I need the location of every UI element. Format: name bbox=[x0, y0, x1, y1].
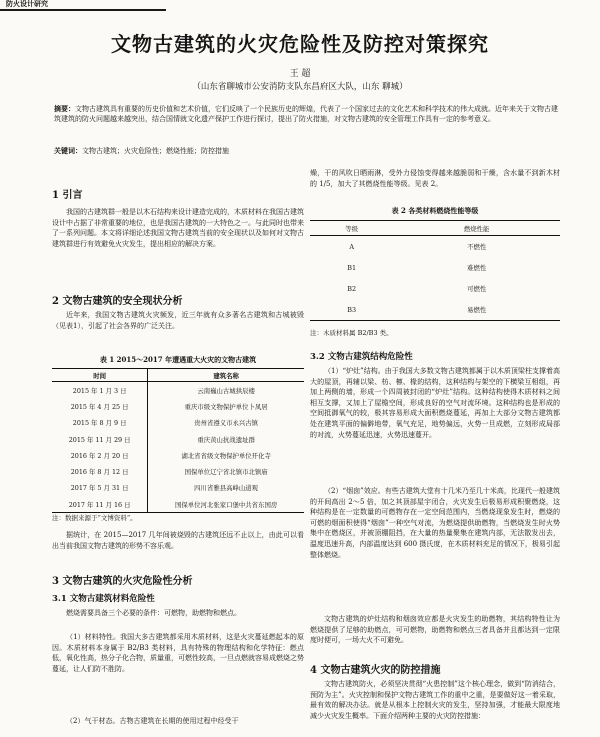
table2-cell-perf: 难燃性 bbox=[467, 264, 487, 272]
section-2-heading: 2 文物古建筑的安全现状分析 bbox=[52, 296, 183, 307]
keywords-text: 文物古建筑；火灾危险性；燃烧性能；防控措施 bbox=[82, 147, 229, 155]
table1-cell-name: 国保单位河北张家口堡中共省东国房 bbox=[148, 496, 304, 513]
section-4-para: 文物古建筑防火，必须坚决贯彻“火患控制”这个核心理念，做到“防消结合，预防为主”。火灾控制和保护文物古建筑工作的重中之重，是要做好这一着采取，最有效的解决办法。就是从根本上控制火灾的发生，坚持加强，才能最大限度地减少火灾发生概率。下面介绍两种主要的火灾防控措施： bbox=[310, 680, 560, 720]
section-1-heading: 1 引言 bbox=[52, 190, 83, 201]
table-row bbox=[310, 278, 560, 299]
author: 王 超 bbox=[289, 69, 311, 79]
table-row bbox=[52, 431, 304, 447]
section-1-para: 我国的古建筑群一般是以木石结构来设计建造完成的，木质材料在我国古建筑设计中占据了非常重要的地位，也是我国古建筑的一大特色之一。与此同时也带来了一系列问题。本文将详细论述我国文物古建筑当前的安全现状以及如何对文物古建筑群进行有效避免火灾发生，提出相应的解决方案。 bbox=[52, 208, 304, 248]
section-3-2-heading: 3.2 文物古建筑结构危险性 bbox=[310, 352, 413, 362]
table1-cell-time: 2017 年 11 月 16 日 bbox=[52, 496, 148, 513]
table2-cell-grade: B1 bbox=[347, 263, 357, 272]
table-row bbox=[52, 447, 304, 463]
section-3-1-p2: （2）气干材态。古物古建筑在长期的使用过程中经受干 bbox=[66, 717, 239, 725]
table1-cell-time: 2015 年 8 月 9 日 bbox=[52, 415, 148, 431]
table1-cell-time: 2015 年 1 月 3 日 bbox=[52, 382, 148, 399]
table1-cell-name: 重庆黄山抗战遗址群 bbox=[197, 435, 255, 444]
table1-cell-name: 贵州省遵义市永兴古镇 bbox=[194, 419, 259, 428]
section-3-heading: 3 文物古建筑的火灾危险性分析 bbox=[52, 576, 193, 587]
table1-col-time: 时间 bbox=[52, 369, 148, 382]
table-row bbox=[310, 299, 560, 321]
table2 bbox=[310, 220, 560, 321]
table1-cell-time: 2016 年 2 月 20 日 bbox=[52, 447, 148, 463]
table-row bbox=[52, 496, 304, 513]
section-2-summary: 据统计，在 2015—2017 几年间被烧毁的古建筑还远不止以上，由此可以看出当前我国文物古建筑的形势不容乐观。 bbox=[52, 531, 304, 550]
table1-cell-name: 云南巍山古城拱辰楼 bbox=[197, 386, 255, 395]
table-row bbox=[52, 463, 304, 479]
section-3-2-p1: （1）“炉灶”结构。由于我国大多数文物古建筑都属于以木质顶梁柱支撑着高大的屋顶，再辅以梁、枋、檩、椽的结构，这种结构与架空的下横梁互相组，再加上两侧的墙，形成一个四周被封闭的“炉灶”结构。这种结构使得木质材料之间相互支撑，又加上了屋檐空间，形成良好的空气对流环境。这种结构也是形成的空间抵御氧气的较，极其容易形成大面积燃烧蔓延，再加上大部分文物古建筑都处在建筑平面的偏僻地带，氧气充足，地势偏远，火势一旦成燃，立刻形成局部的对流，火势蔓延迅速，火势迅速蔓开。 bbox=[310, 367, 560, 439]
table-row bbox=[52, 480, 304, 496]
section-3-1-intro: 燃烧需要具备三个必要的条件：可燃物，助燃物和燃点。 bbox=[66, 609, 241, 617]
keywords-label: 关键词： bbox=[54, 146, 82, 155]
section-4-heading: 4 文物古建筑火灾的防控措施 bbox=[310, 665, 441, 676]
right-top-para: 燥，干的风吹日晒雨淋，受外力侵蚀变得越来越脆弱和干燥，含水量不到新木材的 1/5，加大了其燃烧性能等级。见表 2。 bbox=[310, 169, 560, 188]
table-row bbox=[310, 257, 560, 278]
table2-note: 注：木质材料属 B2/B3 类。 bbox=[310, 329, 393, 337]
table1-cell-time: 2016 年 8 月 12 日 bbox=[52, 463, 148, 479]
table-row bbox=[52, 415, 304, 431]
table2-cell-perf: 可燃性 bbox=[467, 285, 487, 293]
table2-cell-grade: B3 bbox=[310, 299, 393, 321]
keywords bbox=[54, 146, 562, 156]
abstract bbox=[54, 104, 562, 124]
table1-note: 注：数据来源于“文博资料”。 bbox=[52, 514, 137, 522]
table1 bbox=[52, 368, 304, 513]
section-3-2-p3: 文物古建筑的炉灶结构和烟囱效应都是火灾发生的助燃物，其结构特性让为燃烧提供了足够的助燃点，可可燃物，助燃物和燃点三者具备并且都达到一定限度时便可，一场大火不可避免。 bbox=[310, 615, 560, 645]
table1-cell-name: 重庆市级文物保护单位卜凤居 bbox=[184, 402, 268, 411]
table2-cell-perf: 易燃性 bbox=[393, 299, 560, 321]
paper-title: 文物古建筑的火灾危险性及防控对策探究 bbox=[111, 32, 489, 56]
table2-cell-grade: B2 bbox=[347, 284, 357, 293]
abstract-text: 文物古建筑具有重要的历史价值和艺术价值，它们反映了一个民族历史的辉煌，代表了一个国家过去的文化艺术和科学技术的伟大成就。近年来关于文物古建筑建筑的防火问题越来越突出，结合国情就文化遗产保护工作进行探讨，提出了防火措施，对文物古建筑的安全管理工作具有一定的参考意义。 bbox=[54, 105, 558, 124]
table-row bbox=[52, 398, 304, 414]
table2-caption: 表 2 各类材料燃烧性能等级 bbox=[391, 206, 479, 215]
section-2-para: 近年来，我国文物古建筑火灾频发，近三年就有众多著名古建筑和古城被毁（见表1），引起了社会各界的广泛关注。 bbox=[52, 311, 304, 330]
section-3-1-heading: 3.1 文物古建筑材料危险性 bbox=[52, 594, 155, 604]
table1-cell-time: 2017 年 5 月 31 日 bbox=[52, 480, 148, 496]
table2-col-perf: 燃烧性能 bbox=[393, 221, 560, 236]
table1-cell-name: 湖北省省级文物保护单位开化寺 bbox=[181, 451, 271, 460]
table1-cell-time: 2015 年 4 月 25 日 bbox=[52, 398, 148, 414]
table1-col-building: 建筑名称 bbox=[148, 369, 304, 382]
table1-cell-name: 国保单位辽宁省北镇市北镇庙 bbox=[184, 468, 268, 477]
table2-cell-perf: 不燃性 bbox=[467, 243, 487, 251]
table-row bbox=[310, 236, 560, 258]
section-3-2-p2: （2）“烟囱”效应。有些古建筑大堂有十几米乃至几十米高，比现代一般建筑的开间高出 2～5 倍，加之其顶部屋宇闭合，火灾发生后极易形成积聚燃烧，这种结构是在一定数量的可燃物存在一定空间范围内，当燃烧现象发生时，燃烧的可燃的烟面积使得“烟囱”一种空气对流，为燃烧提供助燃物，当燃烧发生时火势集中在燃烧区，并被顶棚阻挡，在大量的热量聚集在建筑内部，无法散发出去，温度迅速升高，内部温度达到 600 摄氏度，在木质材料充足的情况下，极易引起整体燃烧。 bbox=[310, 487, 560, 559]
table-row bbox=[52, 382, 304, 399]
section-3-1-p1: （1）材料特性。我国大多古建筑都采用木质材料，这是火灾蔓延燃起本的原因。木质材料本身属于 B2/B3 类材料，具有特殊的物理结构和化学特征：燃点低，氧化性高，热分子化合物，质量重，可燃性较高，一旦点燃就容易成燃烧之势蔓延，让人们防不胜防。 bbox=[52, 633, 304, 673]
table1-cell-time: 2015 年 11 月 29 日 bbox=[52, 431, 148, 447]
affiliation: （山东省聊城市公安消防支队东昌府区大队，山东 聊城） bbox=[192, 82, 408, 92]
table1-cell-name: 四川省雅县高峰山道观 bbox=[194, 484, 259, 493]
table1-caption: 表 1 2015～2017 年遭遇重大火灾的文物古建筑 bbox=[99, 355, 257, 364]
table2-cell-grade: A bbox=[349, 242, 354, 251]
table2-col-grade: 等级 bbox=[310, 221, 393, 236]
section-tag: 防火设计研究 bbox=[0, 0, 166, 11]
abstract-label: 摘要： bbox=[54, 104, 75, 113]
